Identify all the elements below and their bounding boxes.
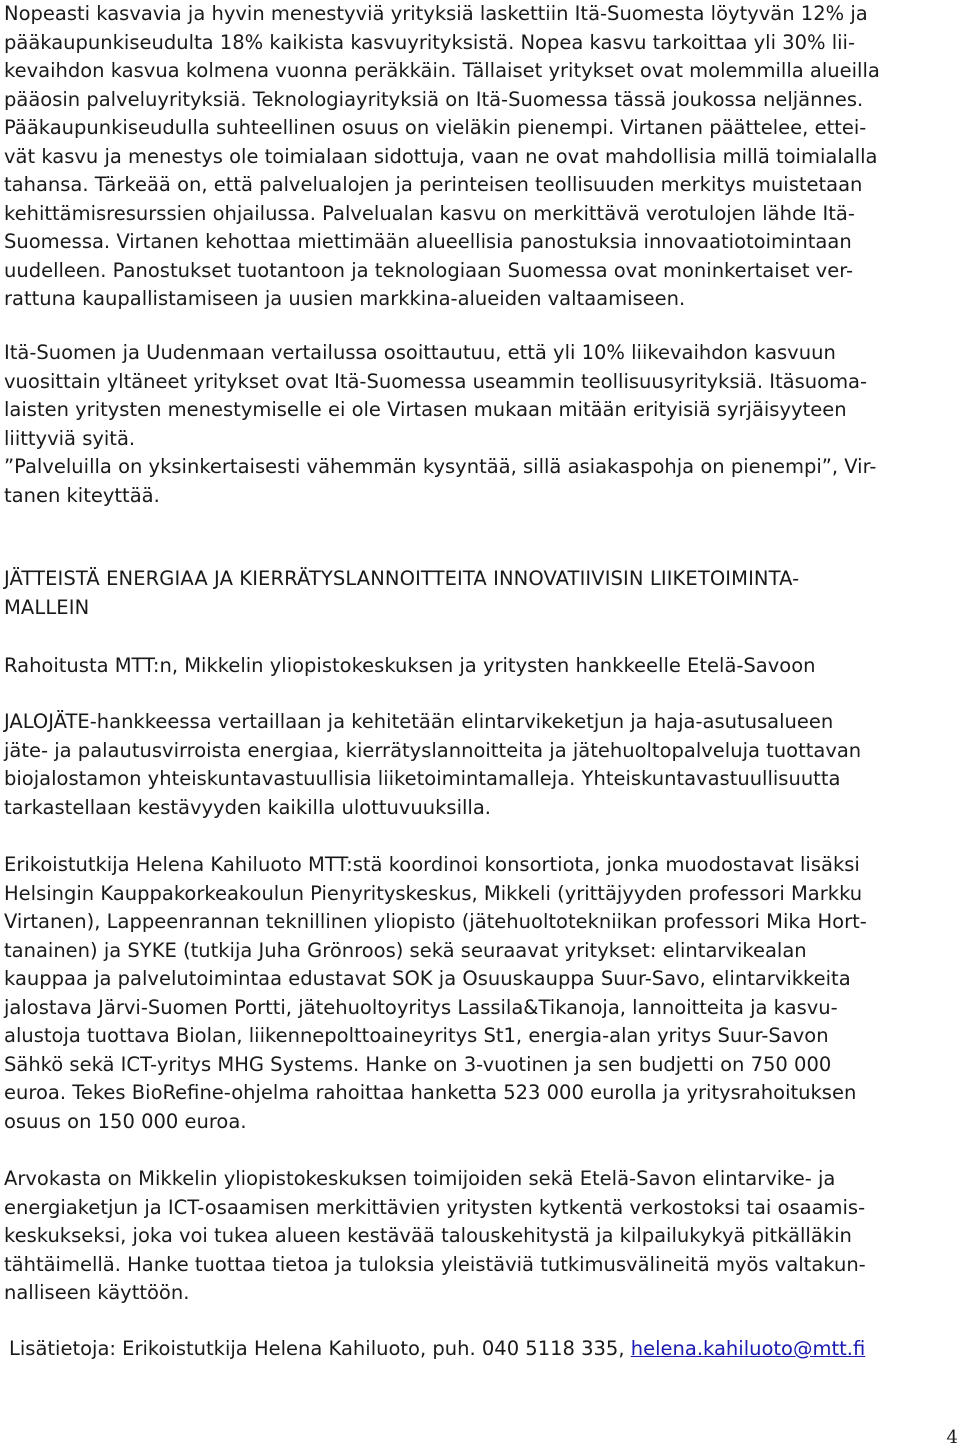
text-line: kehittämisresurssien ohjailussa. Palvelualan kasvu on merkittävä verotulojen lähde Itä- [4, 201, 855, 225]
text-line: alustoja tuottava Biolan, liikennepolttoaineyritys St1, energia-alan yritys Suur-Savon [4, 1024, 829, 1047]
email-link[interactable]: helena.kahiluoto@mtt.fi [630, 1337, 866, 1360]
paragraph-value [4, 1165, 866, 1308]
text-line: tähtäimellä. Hanke tuottaa tietoa ja tuloksia yleistäviä tutkimusvälineitä myös valtakun- [4, 1252, 866, 1276]
text-line: kauppaa ja palvelutoimintaa edustavat SOK ja Osuuskauppa Suur-Savo, elintarvikkeita [4, 967, 851, 990]
text-line: laisten yritysten menestymiselle ei ole Virtasen mukaan mitään erityisiä syrjäisyyteen [4, 398, 847, 421]
text-line: Sähkö sekä ICT-yritys MHG Systems. Hanke on 3-vuotinen ja sen budjetti on 750 000 [4, 1052, 832, 1076]
text-line: vuosittain yltäneet yritykset ovat Itä-Suomessa useammin teollisuusyrityksiä. Itäsuoma- [4, 369, 868, 393]
paragraph-growth-companies [4, 0, 880, 314]
text-line: biojalostamon yhteiskuntavastuullisia liiketoimintamalleja. Yhteiskuntavastuullisuutta [4, 767, 841, 790]
text-line: pääkaupunkiseudulta 18% kaikista kasvuyrityksistä. Nopea kasvu tarkoittaa yli 30% lii- [4, 30, 856, 54]
text-line: tanen kiteyttää. [4, 483, 160, 507]
text-line: tarkastellaan kestävyyden kaikilla ulottuvuuksilla. [4, 795, 491, 819]
contact-text: Lisätietoja: Erikoistutkija Helena Kahiluoto, puh. 040 5118 335, [9, 1337, 625, 1360]
text-line: Virtanen), Lappeenrannan teknillinen yliopisto (jätehuoltotekniikan professori Mika Hort- [4, 910, 867, 933]
text-line: nalliseen käyttöön. [4, 1281, 190, 1304]
text-line: jäte- ja palautusvirroista energiaa, kierrätyslannoitteita ja jätehuoltopalveluja tuottavan [4, 738, 862, 762]
page-number: 4 [946, 1427, 958, 1448]
text-line: kevaihdon kasvua kolmena vuonna peräkkäin. Tällaiset yritykset ovat molemmilla alueilla [4, 59, 880, 82]
text-line: osuus on 150 000 euroa. [4, 1109, 247, 1133]
heading-line: JÄTTEISTÄ ENERGIAA JA KIERRÄTYSLANNOITTEITA INNOVATIIVISIN LIIKETOIMINTA- [4, 567, 800, 590]
text-line: uudelleen. Panostukset tuotantoon ja teknologiaan Suomessa ovat moninkertaiset ver- [4, 258, 854, 282]
text-line: Nopeasti kasvavia ja hyvin menestyviä yrityksiä laskettiin Itä-Suomesta löytyvän 12% ja [4, 2, 868, 25]
section-heading [4, 565, 799, 622]
text-line: liittyviä syitä. [4, 426, 136, 450]
text-line: energiaketjun ja ICT-osaamisen merkittävien yritysten kytkentä verkostoksi tai osaamis- [4, 1195, 866, 1219]
text-line: vät kasvu ja menestys ole toimialaan sidottuja, vaan ne ovat mahdollisia millä toimialalla [4, 144, 878, 168]
text-line: euroa. Tekes BioRefine-ohjelma rahoittaa hanketta 523 000 eurolla ja yritysrahoituksen [4, 1081, 857, 1104]
text-line: Arvokasta on Mikkelin yliopistokeskuksen toimijoiden sekä Etelä-Savon elintarvike- ja [4, 1167, 836, 1190]
paragraph-consortium [4, 851, 867, 1136]
heading-line: MALLEIN [4, 595, 90, 619]
text-line: Suomessa. Virtanen kehottaa miettimään alueellisia panostuksia innovaatiotoimintaan [4, 230, 852, 253]
text-line: keskukseksi, joka voi tukea alueen kestävää talouskehitystä ja kilpailukykyä pitkälläkin [4, 1224, 852, 1247]
text-line: tahansa. Tärkeää on, että palvelualojen ja perinteisen teollisuuden merkitys muistetaan [4, 173, 863, 196]
text-line: Itä-Suomen ja Uudenmaan vertailussa osoittautuu, että yli 10% liikevaihdon kasvuun [4, 341, 836, 364]
text-line: jalostava Järvi-Suomen Portti, jätehuoltoyritys Lassila&Tikanoja, lannoitteita ja kasvu- [4, 995, 838, 1019]
text-line: ”Palveluilla on yksinkertaisesti vähemmän kysyntää, sillä asiakaspohja on pienempi”, Vir- [4, 455, 877, 478]
text-line: pääosin palveluyrityksiä. Teknologiayrityksiä on Itä-Suomessa tässä joukossa neljännes. [4, 87, 864, 111]
contact-info [9, 1335, 865, 1364]
text-line: Erikoistutkija Helena Kahiluoto MTT:stä koordinoi konsortiota, jonka muodostavat lisäksi [4, 853, 860, 876]
section-subheading [4, 652, 816, 681]
paragraph-jalojate-project [4, 708, 861, 822]
text-line: tanainen) ja SYKE (tutkija Juha Grönroos) sekä seuraavat yritykset: elintarvikealan [4, 938, 807, 962]
text-line: rattuna kaupallistamiseen ja uusien markkina-alueiden valtaamiseen. [4, 287, 686, 310]
text-line: Pääkaupunkiseudulla suhteellinen osuus on vieläkin pienempi. Virtanen päättelee, ettei- [4, 116, 867, 139]
text-line: Rahoitusta MTT:n, Mikkelin yliopistokeskuksen ja yritysten hankkeelle Etelä-Savoon [4, 654, 816, 677]
text-line: Helsingin Kauppakorkeakoulun Pienyrityskeskus, Mikkeli (yrittäjyyden professori Markku [4, 881, 863, 905]
paragraph-ita-suomi-comparison [4, 339, 876, 510]
text-line: JALOJÄTE-hankkeessa vertaillaan ja kehitetään elintarvikeketjun ja haja-asutusalueen [4, 710, 834, 733]
